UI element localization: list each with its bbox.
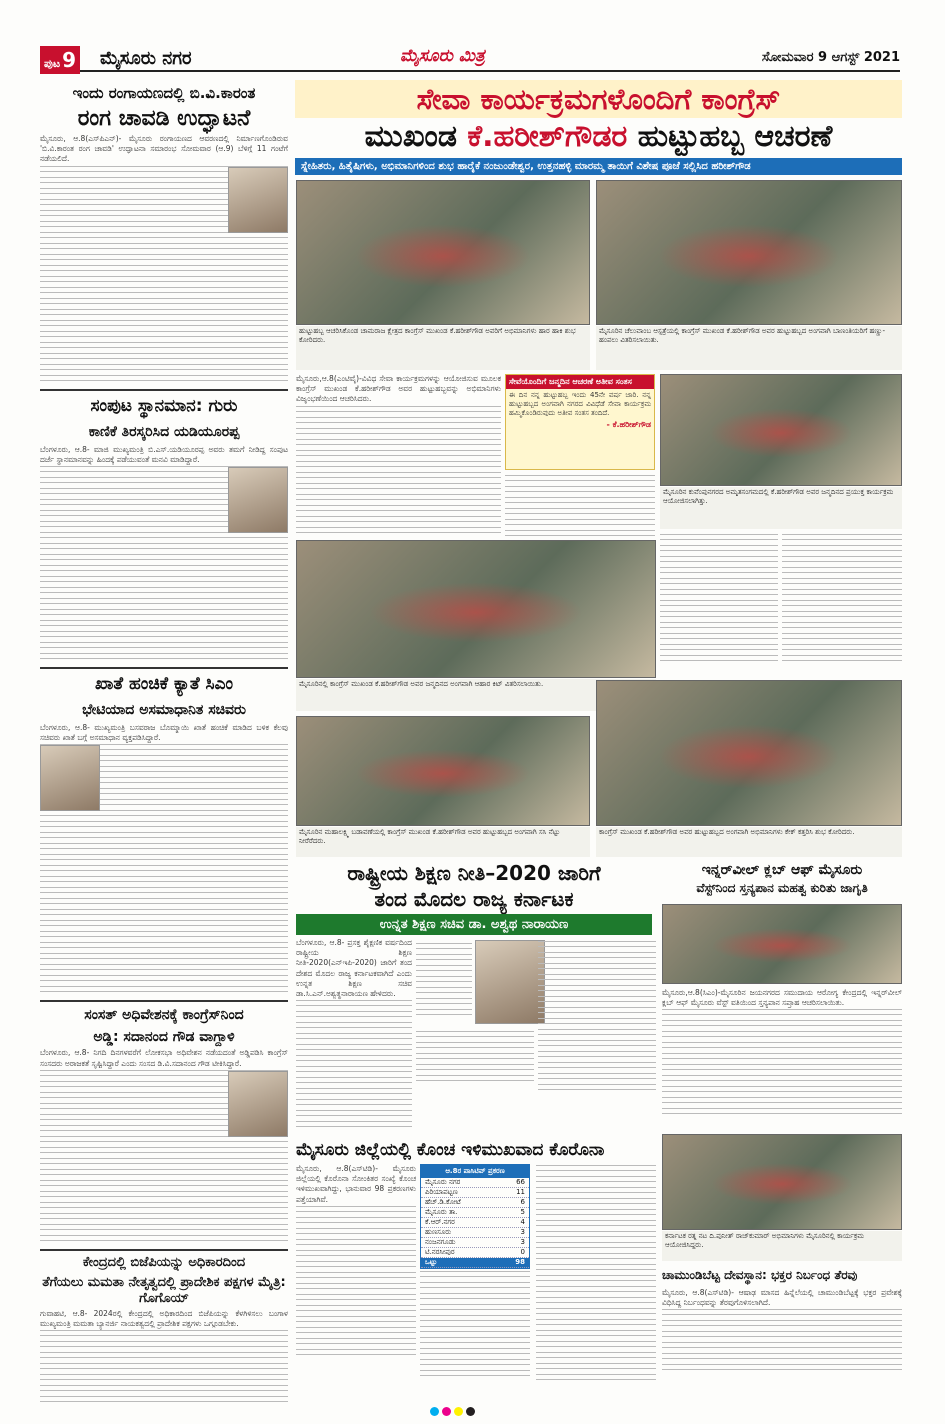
story-sadananda-gowda	[40, 1006, 288, 1244]
nep-subhead: ಉನ್ನತ ಶಿಕ್ಷಣ ಸಚಿವ ಡಾ. ಅಶ್ವಥ ನಾರಾಯಣ	[296, 914, 652, 935]
photo-caption: ಮೈಸೂರಿನಲ್ಲಿ ಕಾಂಗ್ರೆಸ್ ಮುಖಂಡ ಕೆ.ಹರೀಶ್‌ಗೌಡ ಅವರ ಜನ್ಮದಿನದ ಅಂಗವಾಗಿ ಆಹಾರ ಕಿಟ್ ವಿತರಿಸಲಾಯಿತು.	[296, 679, 656, 711]
left-column	[40, 80, 288, 1407]
main-caption-bar: ಸ್ನೇಹಿತರು, ಹಿತೈಷಿಗಳು, ಅಭಿಮಾನಿಗಳಿಂದ ಶುಭ ಹಾರೈಕೆ ನಂಜುಂಡೇಶ್ವರ, ಉತ್ತನಹಳ್ಳಿ ಮಾರಮ್ಮ ತಾಯಿಗೆ ವಿಶೇಷ ಪೂಜೆ ಸಲ್ಲಿಸಿದ ಹರೀಶ್‌ಗೌಡ	[295, 158, 902, 175]
portrait-photo	[228, 467, 288, 533]
headline-text: ಮುಖಂಡ	[364, 119, 468, 154]
case-count: 5	[520, 1208, 525, 1216]
district-name: ಮೈಸೂರು ನಗರ	[425, 1178, 461, 1186]
case-count: 4	[520, 1218, 525, 1226]
story-lead: ಮೈಸೂರು,ಆ.8(ಸಿಎಂ)-ಮೈಸೂರಿನ ಜಯನಗರದ ಸಮುದಾಯ ಆರೋಗ್ಯ ಕೇಂದ್ರದಲ್ಲಿ ಇನ್ನರ್‌ವೀಲ್ ಕ್ಲಬ್ ಆಫ್ ಮೈಸೂರು ವೆಸ್ಟ್ ವತಿಯಿಂದ ಸ್ತನ್ಯಪಾನ ಸಪ್ತಾಹ ಆಚರಿಸಲಾಯಿತು.	[662, 988, 902, 1008]
total-value: 98	[515, 1258, 525, 1266]
story-lead: ಬೆಂಗಳೂರು, ಆ.8- ಪ್ರಸಕ್ತ ಶೈಕ್ಷಣಿಕ ವರ್ಷದಿಂದ ರಾಷ್ಟ್ರೀಯ ಶಿಕ್ಷಣ ನೀತಿ-2020(ಎನ್‌ಇಪಿ-2020) ಜಾರಿಗೆ ತಂದ ದೇಶದ ಮೊದಲ ರಾಜ್ಯ ಕರ್ನಾಟಕವಾಗಿದೆ ಎಂದು ಉನ್ನತ ಶಿಕ್ಷಣ ಸಚಿವ ಡಾ.ಸಿ.ಎನ್.ಅಶ್ವತ್ಥನಾರಾಯಣ ಹೇಳಿದರು.	[296, 938, 412, 999]
covid-table-total	[421, 1258, 529, 1268]
district-name: ಹುಣಸೂರು	[425, 1228, 452, 1236]
registration-mark	[466, 1407, 475, 1416]
story-headline: ರಂಗ ಚಾವಡಿ ಉದ್ಘಾಟನೆ	[77, 106, 251, 131]
main-story-body-col3	[660, 533, 778, 666]
total-label: ಒಟ್ಟು	[425, 1258, 438, 1266]
covid-table-row	[421, 1218, 529, 1228]
district-name: ಟಿ.ನರಸೀಪುರ	[425, 1248, 455, 1256]
registration-mark	[454, 1407, 463, 1416]
district-name: ಕೆ.ಆರ್.ನಗರ	[425, 1218, 455, 1226]
photo-tree-planting	[296, 716, 590, 826]
story-yediyurappa	[40, 395, 288, 663]
nep-body-col1b	[416, 942, 472, 1020]
story-lead: ಮೈಸೂರು, ಆ.8(ಎಸ್‌ಪಿಎನ್)- ಮೈಸೂರು ರಂಗಾಯಣದ ಆವರಣದಲ್ಲಿ ನಿರ್ಮಾಣಗೊಂಡಿರುವ 'ಬಿ.ವಿ.ಕಾರಂತ ರಂಗ ಚಾವಡಿ' ಉದ್ಘಾಟನಾ ಸಮಾರಂಭ ಸೋಮವಾರ (ಆ.9) ಬೆಳಿಗ್ಗೆ 11 ಗಂಟೆಗೆ ನಡೆಯಲಿದೆ.	[40, 134, 288, 164]
portrait-photo	[40, 745, 100, 811]
story-headline: ತೆಗೆಯಲು ಮಮತಾ ನೇತೃತ್ವದಲ್ಲಿ ಪ್ರಾದೇಶಿಕ ಪಕ್ಷಗಳ ಮೈತ್ರಿ: ಗೊಗೊಯ್	[42, 1274, 286, 1306]
story-headline: ಭೇಟಿಯಾದ ಅಸಮಾಧಾನಿತ ಸಚಿವರು	[82, 702, 246, 719]
case-count: 3	[520, 1228, 525, 1236]
photo-cake	[596, 680, 902, 826]
district-name: ಪಿರಿಯಾಪಟ್ಟಣ	[425, 1188, 458, 1196]
photo-caption: ಹುಟ್ಟುಹಬ್ಬ ಆಚರಿಸಿಕೊಂಡ ಚಾಮರಾಜ ಕ್ಷೇತ್ರದ ಕಾಂಗ್ರೆಸ್ ಮುಖಂಡ ಕೆ.ಹರೀಶ್‌ಗೌಡ ಅವರಿಗೆ ಅಭಿಮಾನಿಗಳು ಹಾರ ಹಾಕಿ ಶುಭ ಕೋರಿದರು.	[296, 326, 590, 370]
story-lead: ಮೈಸೂರು, ಆ.8(ಎಸ್‌ಟಿಡಿ)- ಮೈಸೂರು ಜಿಲ್ಲೆಯಲ್ಲಿ ಕೊರೊನಾ ಸೋಂಕಿತರ ಸಂಖ್ಯೆ ಕೊಂಚ ಇಳಿಮುಖವಾಗಿದ್ದು, ಭಾನುವಾರ 98 ಪ್ರಕರಣಗಳು ಪತ್ತೆಯಾಗಿವೆ.	[296, 1164, 416, 1204]
photo-garland	[296, 180, 590, 325]
page-label: ಪುಟ	[44, 57, 61, 70]
rotary-headline-line1: ಇನ್ನರ್‌ವೀಲ್ ಕ್ಲಬ್ ಆಫ್ ಮೈಸೂರು	[701, 862, 863, 878]
story-cabinet	[40, 673, 288, 996]
main-story	[295, 80, 902, 175]
nep-body-col3	[538, 940, 656, 1095]
story-headline: ಸಂಪುಟ ಸ್ಥಾನಮಾನ: ಗುರು	[90, 395, 238, 416]
case-count: 66	[516, 1178, 525, 1186]
case-count: 0	[520, 1248, 525, 1256]
photo-caption: ಮೈಸೂರಿನ ಕುವೆಂಪುನಗರದ ಅಮೃತಸಂಗಮದಲ್ಲಿ ಕೆ.ಹರೀಶ್‌ಗೌಡ ಅವರ ಜನ್ಮದಿನದ ಪ್ರಯುಕ್ತ ಕಾರ್ಯಕ್ರಮ ಆಯೋಜಿಸಲಾಗಿತ್ತು.	[660, 487, 902, 529]
quote-box-text: ಈ ದಿನ ನನ್ನ ಹುಟ್ಟುಹಬ್ಬ ಇಂದು 45ನೇ ವರ್ಷ ಜಾರಿ. ನನ್ನ ಹುಟ್ಟುಹಬ್ಬದ ಅಂಗವಾಗಿ ನಗರದ ವಿವಿಧೆಡೆ ಸೇವಾ ಕಾರ್ಯಕ್ರಮ ಹಮ್ಮಿಕೊಂಡಿರುವುದು ಅತೀವ ಸಂತಸ ತಂದಿದೆ.	[509, 391, 651, 417]
page-number: 9	[62, 48, 77, 72]
corona-body-col2	[420, 1270, 530, 1381]
corona-body	[296, 1164, 416, 1360]
quote-box-title: ಸೇವೆಯೊಂದಿಗೆ ಜನ್ಮದಿನ ಆಚರಣೆ ಅತೀವ ಸಂತಸ	[506, 375, 654, 389]
nep-body	[296, 938, 412, 1132]
quote-box-sign: - ಕೆ.ಹರೀಶ್‌ಗೌಡ	[606, 420, 651, 429]
main-headline-line2	[295, 118, 902, 156]
portrait-photo	[228, 167, 288, 233]
rotary-body	[662, 988, 902, 1119]
registration-mark	[442, 1407, 451, 1416]
covid-table-row	[421, 1228, 529, 1238]
masthead	[40, 44, 900, 72]
photo-breastfeeding	[662, 904, 902, 984]
headline-highlight: ಕೆ.ಹರೀಶ್‌ಗೌಡರ	[467, 119, 628, 154]
main-story-body	[296, 374, 501, 538]
story-headline: ಇಂದು ರಂಗಾಯಣದಲ್ಲಿ ಬಿ.ವಿ.ಕಾರಂತ	[72, 84, 256, 102]
headline-text: ಹುಟ್ಟುಹಬ್ಬ ಆಚರಣೆ	[627, 119, 833, 154]
story-rangayana	[40, 84, 288, 385]
story-headline: ಕೇಂದ್ರದಲ್ಲಿ ಬಿಜೆಪಿಯನ್ನು ಅಧಿಕಾರದಿಂದ	[82, 1254, 246, 1270]
story-lead: ಬೆಂಗಳೂರು, ಆ.8- ಮಾಜಿ ಮುಖ್ಯಮಂತ್ರಿ ಬಿ.ಎಸ್.ಯಡಿಯೂರಪ್ಪ ಅವರು ತಮಗೆ ನೀಡಿದ್ದ ಸಂಪುಟ ದರ್ಜೆ ಸ್ಥಾನಮಾನವನ್ನು ಹಿಂದಕ್ಕೆ ಪಡೆಯುವಂತೆ ಮನವಿ ಮಾಡಿದ್ದಾರೆ.	[40, 444, 288, 464]
corona-headline: ಮೈಸೂರು ಜಿಲ್ಲೆಯಲ್ಲಿ ಕೊಂಚ ಇಳಿಮುಖವಾದ ಕೊರೊನಾ	[296, 1140, 605, 1160]
chamundi-body	[662, 1288, 902, 1375]
story-lead: ಬೆಂಗಳೂರು, ಆ.8- ನಿಗದಿ ದಿನಗಳವರೆಗೆ ಲೋಕಸಭಾ ಅಧಿವೇಶನ ನಡೆಯದಂತೆ ಅಡ್ಡಿಪಡಿಸಿ ಕಾಂಗ್ರೆಸ್ ಸಂಸದರು ಅರಾಜಕತೆ ಸೃಷ್ಟಿಸಿದ್ದಾರೆ ಎಂದು ಸಂಸದ ಡಿ.ವಿ.ಸದಾನಂದ ಗೌಡ ಟೀಕಿಸಿದ್ದಾರೆ.	[40, 1048, 288, 1068]
main-story-body-col4	[782, 533, 902, 666]
paper-name: ಮೈಸೂರು ಮಿತ್ರ	[400, 46, 485, 66]
story-lead: ಬೆಂಗಳೂರು, ಆ.8- ಮುಖ್ಯಮಂತ್ರಿ ಬಸವರಾಜ ಬೊಮ್ಮಾಯಿ ಖಾತೆ ಹಂಚಿಕೆ ಮಾಡಿದ ಬಳಿಕ ಕೆಲವು ಸಚಿವರು ಖಾತೆ ಬಗ್ಗೆ ಅಸಮಾಧಾನ ವ್ಯಕ್ತಪಡಿಸಿದ್ದಾರೆ.	[40, 723, 288, 743]
nep-headline-line1: ರಾಷ್ಟ್ರೀಯ ಶಿಕ್ಷಣ ನೀತಿ–2020 ಜಾರಿಗೆ	[347, 861, 601, 885]
main-headline-line1: ಸೇವಾ ಕಾರ್ಯಕ್ರಮಗಳೊಂದಿಗೆ ಕಾಂಗ್ರೆಸ್	[295, 80, 902, 118]
page-number-badge	[40, 46, 80, 74]
corona-body-col3	[536, 1164, 656, 1385]
case-count: 3	[520, 1238, 525, 1246]
district-name: ನಂಜನಗೂಡು	[425, 1238, 456, 1246]
case-count: 11	[516, 1188, 525, 1196]
story-headline: ಕಾಣಿಕೆ ತಿರಸ್ಕರಿಸಿದ ಯಡಿಯೂರಪ್ಪ	[88, 423, 240, 440]
story-lead: ಮೈಸೂರು,ಆ.8(ಎಂಟಿವೈ)-ವಿವಿಧ ಸೇವಾ ಕಾರ್ಯಕ್ರಮಗಳನ್ನು ಆಯೋಜಿಸುವ ಮೂಲಕ ಕಾಂಗ್ರೆಸ್ ಮುಖಂಡ ಕೆ.ಹರೀಶ್‌ಗೌಡ ಅವರ ಹುಟ್ಟುಹಬ್ಬವನ್ನು ಅಭಿಮಾನಿಗಳು ವಿಜೃಂಭಣೆಯಿಂದ ಆಚರಿಸಿದರು.	[296, 374, 501, 404]
district-name: ಮೈಸೂರು ತಾ.	[425, 1208, 458, 1216]
story-headline: ಸಂಸತ್ ಅಧಿವೇಶನಕ್ಕೆ ಕಾಂಗ್ರೆಸ್‌ನಿಂದ	[84, 1007, 244, 1024]
chamundi-headline: ಚಾಮುಂಡಿಬೆಟ್ಟ ದೇವಸ್ಥಾನ: ಭಕ್ತರ ನಿರ್ಬಂಧ ತೆರವು	[662, 1268, 858, 1282]
nep-body-col2	[416, 1030, 534, 1086]
portrait-photo	[228, 1071, 288, 1137]
registration-mark	[430, 1407, 439, 1416]
case-count: 6	[520, 1198, 525, 1206]
story-lead: ಮೈಸೂರು, ಆ.8(ಎಸ್‌ಟಿಡಿ)- ಆಷಾಢ ಮಾಸದ ಹಿನ್ನೆಲೆಯಲ್ಲಿ ಚಾಮುಂಡಿಬೆಟ್ಟಕ್ಕೆ ಭಕ್ತರ ಪ್ರವೇಶಕ್ಕೆ ವಿಧಿಸಿದ್ದ ನಿರ್ಬಂಧವನ್ನು ತೆರವುಗೊಳಿಸಲಾಗಿದೆ.	[662, 1288, 902, 1308]
photo-caption: ಕಾಂಗ್ರೆಸ್ ಮುಖಂಡ ಕೆ.ಹರೀಶ್‌ಗೌಡ ಅವರ ಹುಟ್ಟುಹಬ್ಬದ ಅಂಗವಾಗಿ ಅಭಿಮಾನಿಗಳು ಕೇಕ್ ಕತ್ತರಿಸಿ ಶುಭ ಕೋರಿದರು.	[596, 827, 902, 857]
covid-table-row	[421, 1178, 529, 1188]
photo-caption: ಮೈಸೂರಿನ ಚೆಲುವಾಂಬ ಆಸ್ಪತ್ರೆಯಲ್ಲಿ ಕಾಂಗ್ರೆಸ್ ಮುಖಂಡ ಕೆ.ಹರೀಶ್‌ಗೌಡ ಅವರ ಹುಟ್ಟುಹಬ್ಬದ ಅಂಗವಾಗಿ ಬಾಣಂತಿಯರಿಗೆ ಹಣ್ಣು-ಹಂಪಲು ವಿತರಿಸಲಾಯಿತು.	[596, 326, 902, 370]
story-lead: ಗುವಾಹಟಿ, ಆ.8- 2024ರಲ್ಲಿ ಕೇಂದ್ರದಲ್ಲಿ ಅಧಿಕಾರದಿಂದ ಬಿಜೆಪಿಯನ್ನು ಕೆಳಗಿಳಿಸಲು ಬಂಗಾಳ ಮುಖ್ಯಮಂತ್ರಿ ಮಮತಾ ಬ್ಯಾನರ್ಜಿ ನಾಯಕತ್ವದಲ್ಲಿ ಪ್ರಾದೇಶಿಕ ಪಕ್ಷಗಳು ಒಗ್ಗೂಡಬೇಕು.	[40, 1308, 288, 1329]
covid-table-title: ಆ.8ರ ಪಾಸಿಟಿವ್ ಪ್ರಕರಣ	[421, 1165, 529, 1178]
photo-felicitation	[660, 374, 902, 486]
covid-table-row	[421, 1238, 529, 1248]
nep-headline-line2: ತಂದ ಮೊದಲ ರಾಜ್ಯ ಕರ್ನಾಟಕ	[374, 887, 574, 911]
photo-caption: ಮೈಸೂರಿನ ಮಹಾಲಕ್ಷ್ಮಿ ಬಡಾವಣೆಯಲ್ಲಿ ಕಾಂಗ್ರೆಸ್ ಮುಖಂಡ ಕೆ.ಹರೀಶ್‌ಗೌಡ ಅವರ ಹುಟ್ಟುಹಬ್ಬದ ಅಂಗವಾಗಿ ಸಸಿ ನೆಟ್ಟು ನೀರೆರೆದರು.	[296, 827, 590, 857]
story-gogoi	[40, 1255, 288, 1406]
portrait-minister	[475, 940, 545, 1024]
issue-date: ಸೋಮವಾರ 9 ಆಗಸ್ಟ್ 2021	[761, 50, 900, 65]
photo-hospital	[596, 180, 902, 325]
story-headline: ಅಡ್ಡಿ: ಸದಾನಂದ ಗೌಡ ವಾಗ್ದಾಳಿ	[93, 1029, 235, 1046]
covid-table-row	[421, 1198, 529, 1208]
covid-table-row	[421, 1188, 529, 1198]
covid-table-row	[421, 1208, 529, 1218]
covid-table-row	[421, 1248, 529, 1258]
covid-table	[420, 1164, 530, 1269]
district-name: ಹೆಚ್.ಡಿ.ಕೋಟೆ	[425, 1198, 461, 1206]
story-headline: ಖಾತೆ ಹಂಚಿಕೆ ಕ್ಯಾತೆ ಸಿಎಂ	[94, 674, 234, 695]
photo-group	[662, 1134, 902, 1230]
section-name: ಮೈಸೂರು ನಗರ	[100, 48, 192, 69]
photo-food-kit	[296, 540, 656, 678]
rotary-headline-line2: ವೆಸ್ಟ್‌ನಿಂದ ಸ್ತನ್ಯಪಾನ ಮಹತ್ವ ಕುರಿತು ಜಾಗೃತಿ	[696, 881, 868, 895]
quote-box	[505, 374, 655, 470]
photo-caption: ಕರ್ನಾಟಕ ರತ್ನ ನಟ ದಿ.ಪುನೀತ್ ರಾಜ್‌ಕುಮಾರ್ ಅಭಿಮಾನಿಗಳು ಮೈಸೂರಿನಲ್ಲಿ ಕಾರ್ಯಕ್ರಮ ಆಯೋಜಿಸಿದ್ದರು.	[662, 1231, 902, 1261]
